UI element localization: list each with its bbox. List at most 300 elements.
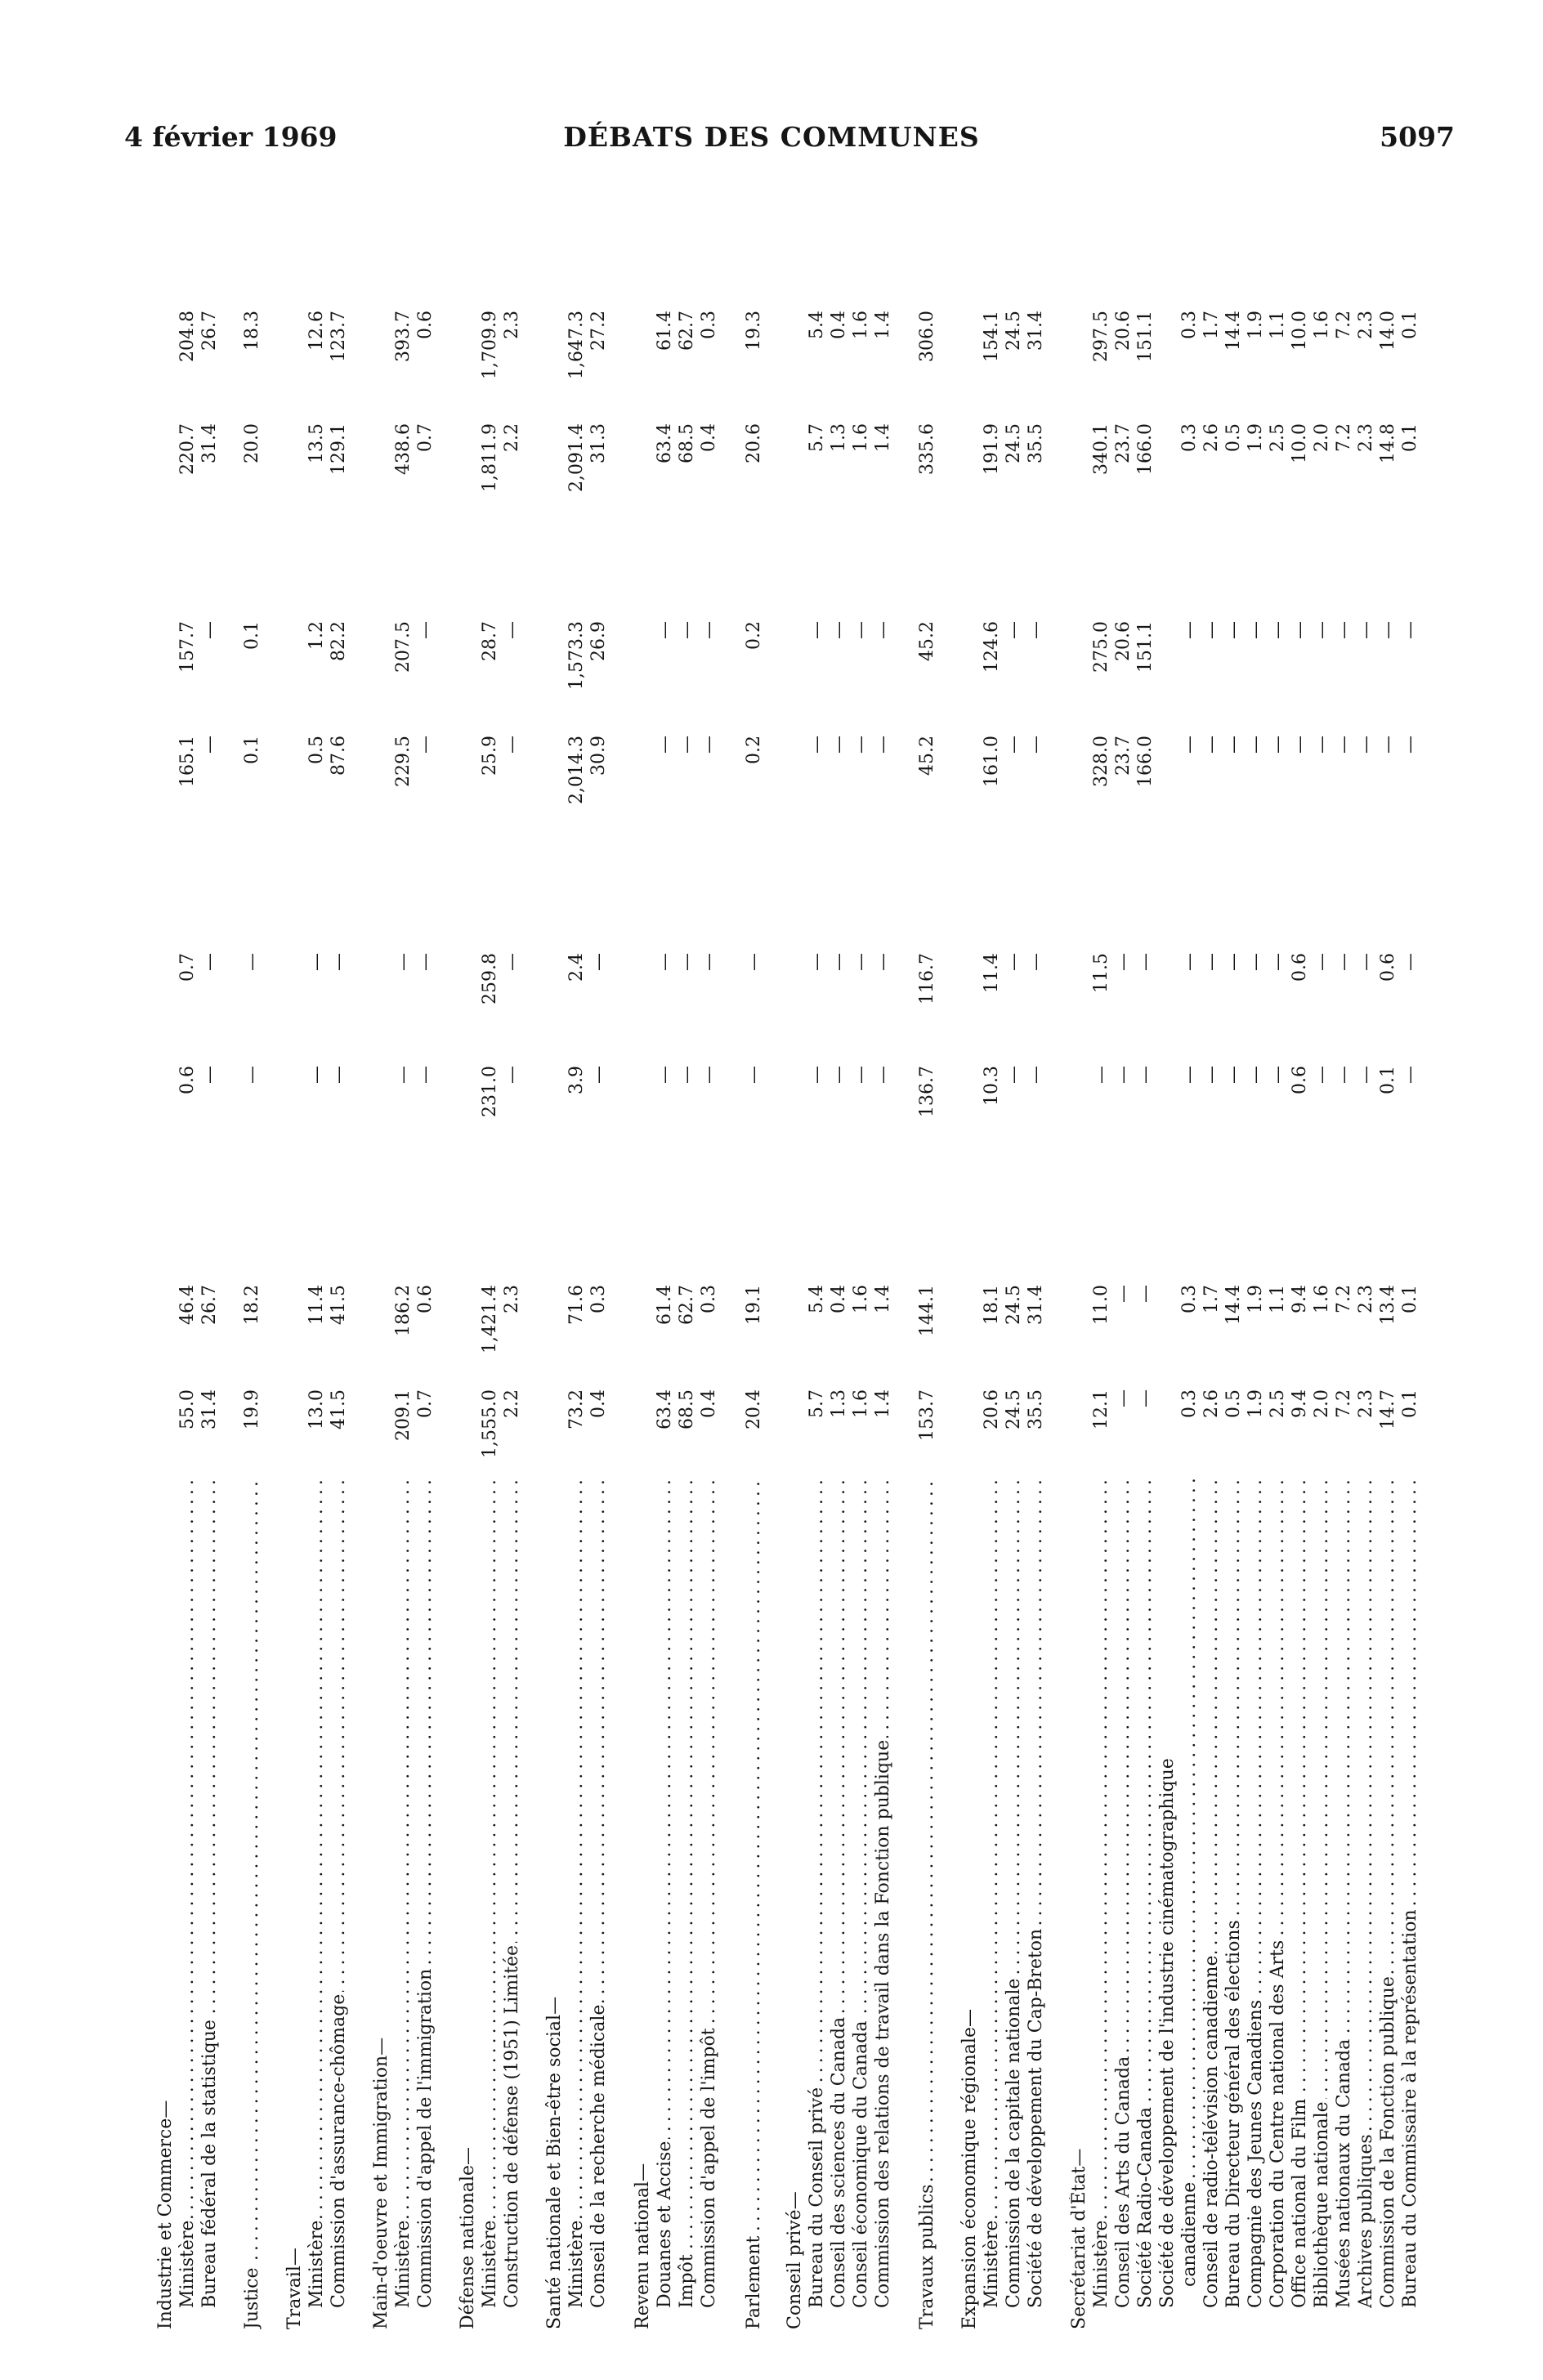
row-label-text: Conseil économique du Canada	[851, 2019, 871, 2308]
table-cell: 144.1	[917, 1285, 937, 1336]
table-cell: 7.2	[1334, 423, 1354, 452]
table-cell: 13.5	[306, 423, 327, 463]
table-row	[588, 237, 610, 2329]
table-cell: 1.6	[851, 1285, 871, 1313]
table-cell: 9.4	[1290, 1285, 1310, 1313]
table-cell: —	[588, 1066, 609, 1084]
table-cell: 0.6	[415, 311, 436, 339]
table-cell: —	[1356, 953, 1376, 971]
table-row	[502, 237, 524, 2329]
table-cell: —	[1113, 1389, 1134, 1407]
table-cell: 19.3	[744, 311, 764, 351]
group-title-row	[785, 237, 807, 2329]
table-cell: 9.4	[1290, 1389, 1310, 1418]
table-cell: 41.5	[329, 1389, 349, 1429]
table-cell: —	[677, 621, 697, 639]
table-cell: 2.2	[502, 423, 522, 452]
table-group	[1069, 237, 1422, 2329]
table-cell: —	[851, 621, 871, 639]
table-cell: 11.4	[982, 953, 1002, 993]
table-cell: —	[1268, 736, 1288, 754]
row-label-text: Corporation du Centre national des Arts	[1268, 1938, 1288, 2308]
row-label-text: Conseil de radio-télévision canadienne	[1201, 1953, 1222, 2308]
table-row	[1246, 237, 1268, 2329]
row-label	[1312, 1479, 1332, 2308]
table-cell: 35.5	[1026, 1389, 1046, 1429]
table-cell: 220.7	[177, 423, 198, 475]
group-title-text: Santé nationale et Bien-être social—	[544, 1994, 565, 2329]
row-label-text: Société de développement du Cap-Breton	[1026, 1926, 1046, 2308]
row-label	[873, 1479, 893, 2308]
table-cell: 24.5	[1004, 423, 1024, 463]
table-cell: 1.6	[851, 311, 871, 339]
table-cell: 2.3	[1356, 1389, 1376, 1418]
table-cell: 14.7	[1378, 1389, 1398, 1429]
table-cell: —	[829, 953, 849, 971]
table-cell: —	[1201, 736, 1222, 754]
table-cell: —	[1026, 1066, 1046, 1084]
table-cell: 26.9	[588, 621, 609, 661]
table-cell: —	[1400, 953, 1420, 971]
table-cell: —	[1246, 1066, 1266, 1084]
row-label-text: Bureau du Commissaire à la représentation	[1400, 1907, 1420, 2308]
table-cell: —	[807, 736, 827, 754]
row-label-text: Commission d'assurance-chômage	[329, 1992, 349, 2308]
table-cell: —	[199, 953, 220, 971]
table-group	[544, 237, 610, 2329]
table-cell: —	[1246, 621, 1266, 639]
table-row	[306, 237, 329, 2329]
group-title-text: Revenu national—	[633, 2161, 653, 2329]
row-label	[1290, 1479, 1310, 2308]
row-label-text: Ministère	[566, 2218, 587, 2308]
table-cell: —	[1026, 953, 1046, 971]
table-cell: —	[1113, 1285, 1134, 1303]
table-cell: 1.6	[851, 423, 871, 452]
table-cell: 0.3	[699, 311, 719, 339]
table-cell: 0.4	[699, 423, 719, 452]
table-cell: 24.5	[1004, 311, 1024, 351]
table-cell: —	[829, 736, 849, 754]
table-cell: —	[306, 1066, 327, 1084]
table-cell: —	[1091, 1066, 1111, 1084]
row-label-text: Office national du Film	[1290, 2096, 1310, 2308]
table-cell: —	[1179, 736, 1200, 754]
row-label-text: Justice	[242, 2266, 262, 2330]
row-label	[1179, 1479, 1200, 2287]
table-group	[458, 237, 524, 2329]
table-cell: —	[1113, 953, 1134, 971]
table-cell: 62.7	[677, 311, 697, 351]
table-cell: 12.6	[306, 311, 327, 351]
table-cell: —	[851, 953, 871, 971]
table-cell: —	[807, 621, 827, 639]
table-cell: —	[1201, 1066, 1222, 1084]
group-title	[959, 1479, 980, 2329]
table-cell: 0.3	[1179, 423, 1200, 452]
table-cell: 207.5	[393, 621, 414, 673]
table-cell: 2.5	[1268, 423, 1288, 452]
table-cell: —	[1312, 953, 1332, 971]
table-cell: 2.3	[1356, 311, 1376, 339]
table-cell: 0.4	[588, 1389, 609, 1418]
table-row	[480, 237, 502, 2329]
table-cell: 27.2	[588, 311, 609, 351]
table-cell: 1.3	[829, 423, 849, 452]
table-row	[566, 237, 588, 2329]
table-cell: 19.9	[242, 1389, 262, 1429]
row-label-text: Ministère	[480, 2218, 500, 2308]
row-label	[1004, 1479, 1024, 2308]
table-cell: 2.6	[1201, 1389, 1222, 1418]
group-title-row	[959, 237, 982, 2329]
table-cell: —	[415, 736, 436, 754]
group-title-text: Industrie et Commerce—	[155, 2098, 176, 2329]
table-cell: —	[393, 953, 414, 971]
page-number: 5097	[1380, 121, 1455, 153]
table-cell: —	[677, 1066, 697, 1084]
table-cell: —	[1223, 953, 1244, 971]
row-label-text: Douanes et Accise	[655, 2139, 675, 2308]
page-date: 4 février 1969	[124, 121, 338, 153]
table-row	[1179, 237, 1201, 2329]
table-cell: 1.9	[1246, 423, 1266, 452]
table-cell: —	[1004, 736, 1024, 754]
group-title-text: Défense nationale—	[458, 2145, 478, 2329]
table-cell: —	[415, 621, 436, 639]
group-title-text: Travail—	[284, 2245, 305, 2329]
table-cell: —	[807, 953, 827, 971]
row-label-text: Bibliothèque nationale	[1312, 2099, 1332, 2308]
table-row	[829, 237, 851, 2329]
table-cell: —	[1400, 1066, 1420, 1084]
table-cell: 0.1	[1400, 1389, 1420, 1418]
table-cell: 1,555.0	[480, 1389, 500, 1458]
row-label-text: Bureau du Conseil privé	[807, 2085, 827, 2308]
table-cell: 1.2	[306, 621, 327, 650]
table-cell: —	[699, 1066, 719, 1084]
table-cell: 1.7	[1201, 311, 1222, 339]
table-cell: 35.5	[1026, 423, 1046, 463]
table-cell: 0.5	[1223, 1389, 1244, 1418]
table-cell: 28.7	[480, 621, 500, 661]
table-cell: 0.3	[588, 1285, 609, 1313]
table-cell: —	[677, 736, 697, 754]
table-cell: 0.4	[829, 1285, 849, 1313]
table-cell: 20.6	[744, 423, 764, 463]
table-cell: 31.4	[1026, 1285, 1046, 1325]
row-label-text: Ministère	[177, 2218, 198, 2308]
table-cell: 2.0	[1312, 1389, 1332, 1418]
table-row	[1268, 237, 1290, 2329]
row-label	[807, 1479, 827, 2308]
table-cell: —	[1004, 621, 1024, 639]
table-cell: —	[873, 621, 893, 639]
table-cell: 11.5	[1091, 953, 1111, 993]
group-title	[371, 1479, 391, 2329]
row-label	[1268, 1479, 1288, 2308]
table-cell: —	[1334, 736, 1354, 754]
table-cell: 166.0	[1135, 423, 1156, 475]
group-title	[1069, 1479, 1089, 2329]
table-cell: 0.3	[699, 1285, 719, 1313]
table-row	[1312, 237, 1334, 2329]
table-group	[371, 237, 437, 2329]
table-cell: —	[199, 621, 220, 639]
table-cell: 2.5	[1268, 1389, 1288, 1418]
table-cell: —	[1312, 736, 1332, 754]
row-label-text: Conseil des Arts du Canada	[1113, 2054, 1134, 2308]
row-label-text: Bureau du Directeur général des élections	[1223, 1917, 1244, 2308]
row-label	[1378, 1479, 1398, 2308]
row-label	[415, 1479, 436, 2308]
row-label	[1113, 1479, 1134, 2308]
table-cell: —	[1268, 953, 1288, 971]
table-cell: 0.1	[1400, 423, 1420, 452]
table-cell: —	[1135, 1285, 1156, 1303]
table-cell: 0.2	[744, 736, 764, 764]
table-cell: —	[1290, 736, 1310, 754]
table-cell: 1.3	[829, 1389, 849, 1418]
table-cell: —	[1026, 736, 1046, 754]
row-label-text: Ministère	[1091, 2218, 1111, 2308]
table-cell: —	[1312, 621, 1332, 639]
table-cell: —	[1312, 1066, 1332, 1084]
table-cell: 2.3	[1356, 423, 1376, 452]
table-cell: 151.1	[1135, 311, 1156, 362]
row-label-text: Commission d'appel de l'immigration	[415, 1966, 436, 2308]
table-row	[177, 237, 199, 2329]
table-cell: —	[415, 1066, 436, 1084]
table-cell: 151.1	[1135, 621, 1156, 673]
table-cell: 153.7	[917, 1389, 937, 1441]
table-cell: —	[306, 953, 327, 971]
table-row	[242, 237, 264, 2329]
table-group	[785, 237, 895, 2329]
table-cell: 20.6	[982, 1389, 1002, 1429]
table-cell: —	[655, 736, 675, 754]
table-cell: 1.6	[1312, 1285, 1332, 1313]
table-cell: 87.6	[329, 736, 349, 776]
table-cell: —	[1179, 621, 1200, 639]
table-cell: —	[1290, 621, 1310, 639]
table-cell: —	[1113, 1066, 1134, 1084]
group-title	[633, 1479, 653, 2329]
table-cell: 116.7	[917, 953, 937, 1004]
table-cell: 0.3	[1179, 1285, 1200, 1313]
table-row	[1091, 237, 1113, 2329]
table-cell: 82.2	[329, 621, 349, 661]
table-cell: 14.4	[1223, 1285, 1244, 1325]
table-cell: 46.4	[177, 1285, 198, 1325]
group-title-row	[458, 237, 480, 2329]
table-cell: 0.7	[415, 1389, 436, 1418]
table-row	[1400, 237, 1422, 2329]
table-cell: 2,091.4	[566, 423, 587, 492]
row-label	[242, 1479, 262, 2329]
row-label	[982, 1479, 1002, 2308]
table-cell: 0.1	[242, 736, 262, 764]
table-row	[393, 237, 415, 2329]
row-label-text: Compagnie des Jeunes Canadiens	[1246, 1998, 1266, 2308]
row-label	[306, 1479, 327, 2308]
table-cell: —	[699, 736, 719, 754]
table-cell: —	[655, 621, 675, 639]
table-cell: 61.4	[655, 311, 675, 351]
table-cell: 2.2	[502, 1389, 522, 1418]
table-row	[1223, 237, 1246, 2329]
table-cell: —	[502, 736, 522, 754]
row-label	[566, 1479, 587, 2308]
table-cell: —	[1179, 953, 1200, 971]
table-cell: 0.6	[177, 1066, 198, 1094]
group-title-text: Main-d'oeuvre et Immigration—	[371, 2035, 391, 2329]
table-cell: 209.1	[393, 1389, 414, 1441]
group-title-row	[1069, 237, 1091, 2329]
table-group	[242, 237, 264, 2329]
row-label-text: Impôt	[677, 2252, 697, 2308]
row-label	[829, 1479, 849, 2308]
table-cell: —	[699, 953, 719, 971]
group-title-text: Conseil privé—	[785, 2189, 805, 2329]
row-label-text: Commission de la Fonction publique	[1378, 1974, 1398, 2308]
row-label	[1135, 1479, 1156, 2308]
table-row	[982, 237, 1004, 2329]
table-cell: 2.3	[502, 311, 522, 339]
table-cell: 0.6	[1378, 953, 1398, 982]
table-cell: —	[502, 953, 522, 971]
table-cell: —	[1026, 621, 1046, 639]
table-cell: —	[242, 953, 262, 971]
row-label-text: Parlement	[744, 2234, 764, 2329]
table-cell: 2.3	[502, 1285, 522, 1313]
table-cell: —	[1334, 621, 1354, 639]
table-cell: 45.2	[917, 736, 937, 776]
table-cell: 340.1	[1091, 423, 1111, 475]
table-cell: —	[502, 1066, 522, 1084]
table-cell: —	[873, 953, 893, 971]
table-cell: —	[1246, 736, 1266, 754]
table-cell: 20.6	[1113, 621, 1134, 661]
group-title-text: Expansion économique régionale—	[959, 2006, 980, 2329]
table-cell: 0.6	[1290, 953, 1310, 982]
table-cell: 1.7	[1201, 1285, 1222, 1313]
table-cell: 24.5	[1004, 1285, 1024, 1325]
table-cell: 0.3	[1179, 1389, 1200, 1418]
table-cell: 2.0	[1312, 423, 1332, 452]
table-cell: —	[415, 953, 436, 971]
table-cell: —	[1179, 1066, 1200, 1084]
table-cell: 1.9	[1246, 1285, 1266, 1313]
table-cell: —	[1400, 621, 1420, 639]
table-cell: 20.6	[1113, 311, 1134, 351]
table-cell: 11.4	[306, 1285, 327, 1325]
table-cell: 1.9	[1246, 311, 1266, 339]
table-cell: —	[502, 621, 522, 639]
table-cell: 18.1	[982, 1285, 1002, 1325]
table-row	[1004, 237, 1026, 2329]
table-cell: 61.4	[655, 1285, 675, 1325]
row-label-text: Commission de la capitale nationale	[1004, 1976, 1024, 2308]
table-cell: 154.1	[982, 311, 1002, 362]
table-cell: 0.1	[1400, 311, 1420, 339]
table-cell: 0.6	[415, 1285, 436, 1313]
table-cell: 2,014.3	[566, 736, 587, 804]
table-cell: 2.4	[566, 953, 587, 982]
table-cell: —	[1356, 1066, 1376, 1084]
table-cell: 124.6	[982, 621, 1002, 673]
table-cell: 393.7	[393, 311, 414, 362]
table-cell: 13.4	[1378, 1285, 1398, 1325]
table-cell: 23.7	[1113, 736, 1134, 776]
group-title	[544, 1479, 565, 2329]
table-cell: 306.0	[917, 311, 937, 362]
table-row	[1334, 237, 1356, 2329]
row-label-text: Conseil des sciences du Canada	[829, 2015, 849, 2308]
table-cell: 14.4	[1223, 311, 1244, 351]
table-cell: 328.0	[1091, 736, 1111, 787]
table-cell: —	[807, 1066, 827, 1084]
table-row	[677, 237, 699, 2329]
row-label-text: Commission des relations de travail dans la Fonction publique	[873, 1738, 893, 2308]
row-label	[917, 1479, 937, 2329]
row-label	[1246, 1479, 1266, 2308]
table-cell: —	[1356, 621, 1376, 639]
table-cell: 31.4	[1026, 311, 1046, 351]
table-cell: 20.4	[744, 1389, 764, 1429]
table-row	[873, 237, 895, 2329]
table-cell: 45.2	[917, 621, 937, 661]
table-cell: —	[1135, 953, 1156, 971]
table-row	[1157, 237, 1179, 2329]
row-label-text: Ministère	[393, 2218, 414, 2308]
table-group	[917, 237, 939, 2329]
table-row	[807, 237, 829, 2329]
table-row	[655, 237, 677, 2329]
table-cell: —	[1268, 1066, 1288, 1084]
table-row	[199, 237, 221, 2329]
table-cell: —	[1135, 1389, 1156, 1407]
table-cell: 204.8	[177, 311, 198, 362]
table-cell: —	[677, 953, 697, 971]
group-title-row	[284, 237, 306, 2329]
row-label	[1026, 1479, 1046, 2308]
table-row	[1378, 237, 1400, 2329]
table-cell: 0.4	[829, 311, 849, 339]
group-title	[284, 1479, 305, 2329]
table-cell: 166.0	[1135, 736, 1156, 787]
table-cell: 2.6	[1201, 423, 1222, 452]
table-cell: 275.0	[1091, 621, 1111, 673]
row-label-text: Ministère	[306, 2218, 327, 2308]
table-cell: 14.8	[1378, 423, 1398, 463]
table-group	[744, 237, 766, 2329]
table-cell: 1.4	[873, 1389, 893, 1418]
table-cell: —	[199, 736, 220, 754]
group-title	[458, 1479, 478, 2329]
table-cell: —	[1334, 1066, 1354, 1084]
table-cell: 0.1	[1378, 1066, 1398, 1094]
table-cell: —	[1004, 1066, 1024, 1084]
table-row	[415, 237, 437, 2329]
table-cell: —	[1201, 621, 1222, 639]
group-title-row	[633, 237, 655, 2329]
table-cell: 0.5	[306, 736, 327, 764]
table-cell: 41.5	[329, 1285, 349, 1325]
row-label	[177, 1479, 198, 2308]
table-cell: —	[1246, 953, 1266, 971]
table-cell: 438.6	[393, 423, 414, 475]
